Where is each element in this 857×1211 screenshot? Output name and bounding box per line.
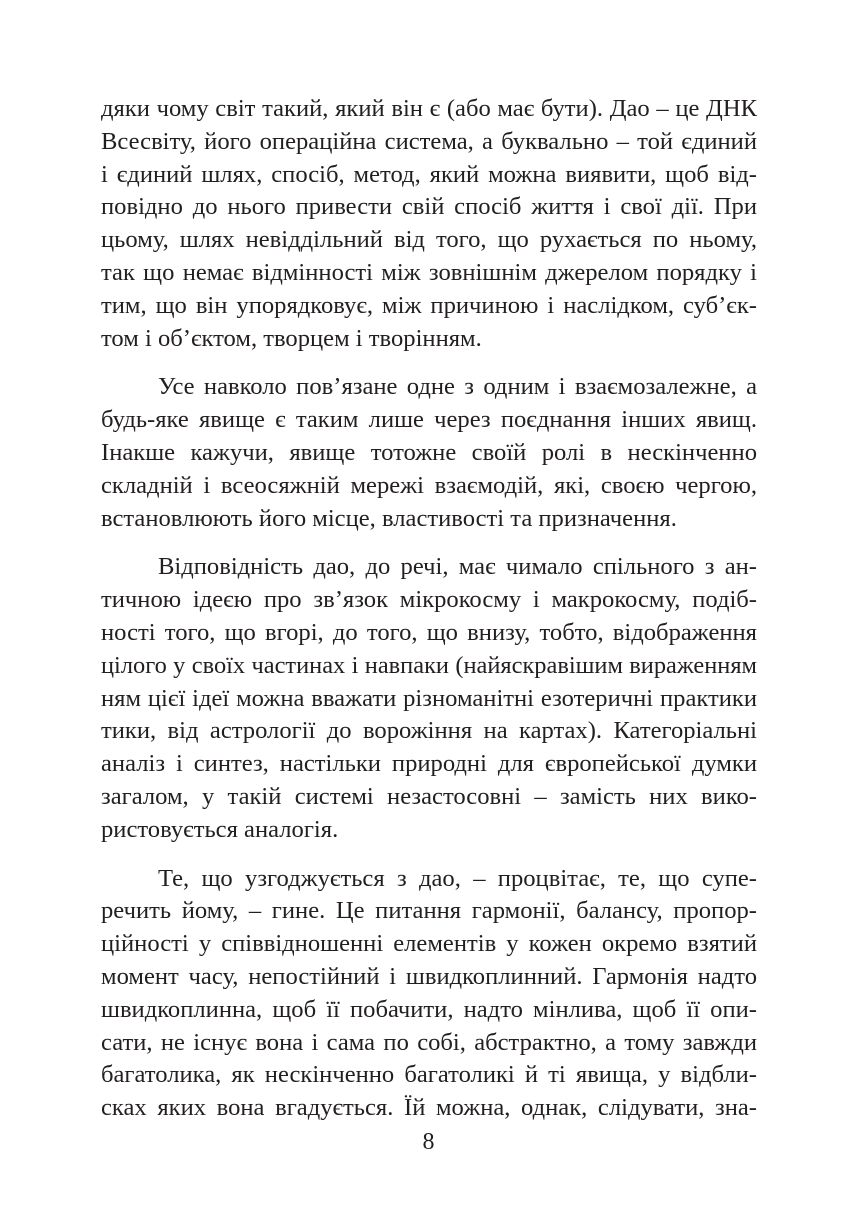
text-line: ності того, що вгорі, до того, що внизу, тобто, відображення [101,618,757,646]
text-line: загалом, у такій системі незастосовні – замість них вико- [101,782,757,810]
text-line: тим, що він упорядковує, між причиною і наслідком, суб’єк- [101,291,757,319]
page-number: 8 [422,1129,435,1155]
text-line: Те, що узгоджується з дао, – процвітає, те, що супе- [158,864,757,892]
text-line: і єдиний шлях, спосіб, метод, який можна виявити, щоб від- [101,160,757,188]
paragraph-1 [101,93,757,355]
text-line: сках яких вона вгадується. Їй можна, однак, слідувати, зна- [101,1094,757,1122]
text-line: момент часу, непостійний і швидкоплинний. Гармонія надто [101,962,757,990]
text-line: том і об’єктом, творцем і творінням. [101,324,482,352]
text-line: будь-яке явище є таким лише через поєднання інших явищ. [101,406,757,434]
text-line: аналіз і синтез, настільки природні для європейської думки [101,750,757,778]
text-line: Інакше кажучи, явище тотожне своїй ролі в нескінченно [101,438,757,466]
text-line: Відповідність дао, до речі, має чимало спільного з ан- [158,553,757,581]
text-line: дяки чому світ такий, який він є (або має бути). Дао – це ДНК [101,95,757,122]
text-line: ням цієї ідеї можна вважати різноманітні езотеричні практики [101,684,757,712]
text-line: цьому, шлях невіддільний від того, що рухається по ньому, [101,226,757,254]
body-text [101,93,757,1125]
text-line: ційності у співвідношенні елементів у кожен окремо взятий [101,930,757,958]
text-line: цілого у своїх частинах і навпаки (найяскравішим вираженням [101,651,757,679]
text-line: складній і всеосяжній мережі взаємодій, які, своєю чергою, [101,471,757,499]
text-line: тичною ідеєю про зв’язок мікрокосму і макрокосму, подіб- [101,586,757,614]
paragraph-3 [101,551,757,846]
text-line: сати, не існує вона і сама по собі, абстрактно, а тому завжди [101,1028,757,1056]
text-line: тики, від астрології до ворожіння на картах). Категоріальні [101,717,757,745]
text-line: встановлюють його місце, властивості та призначення. [101,504,677,532]
text-line: швидкоплинна, щоб її побачити, надто мінлива, щоб її опи- [101,995,757,1023]
text-line: повідно до нього привести свій спосіб життя і свої дії. При [101,193,757,221]
paragraph-2 [101,371,757,535]
paragraph-4 [101,863,757,1125]
text-line: Всесвіту, його операційна система, а буквально – той єдиний [101,127,757,155]
text-line: так що немає відмінності між зовнішнім джерелом порядку і [101,258,757,286]
text-line: речить йому, – гине. Це питання гармонії, балансу, пропор- [101,897,757,925]
text-line: ристовується аналогія. [101,815,339,843]
text-line: багатолика, як нескінченно багатоликі й ті явища, у відбли- [101,1061,757,1089]
text-line: Усе навколо пов’язане одне з одним і взаємозалежне, а [158,373,757,401]
